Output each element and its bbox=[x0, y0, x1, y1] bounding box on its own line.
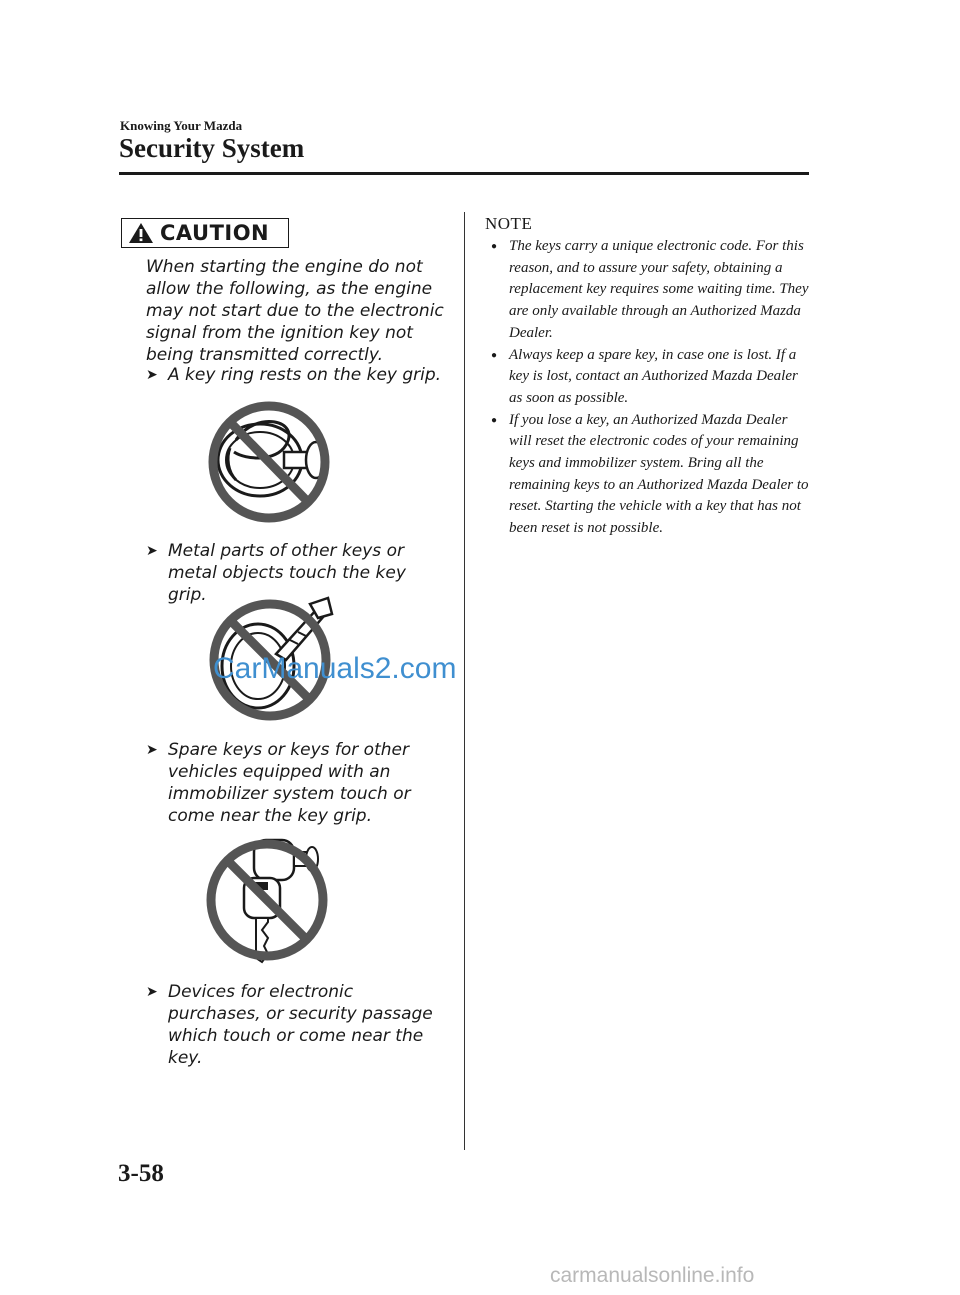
arrow-bullet-icon: ➤ bbox=[146, 367, 158, 383]
caution-box bbox=[121, 218, 289, 248]
caution-label: CAUTION bbox=[160, 221, 270, 245]
arrow-bullet-icon: ➤ bbox=[146, 742, 158, 758]
note-item bbox=[491, 236, 811, 345]
section-label: Knowing Your Mazda bbox=[120, 118, 243, 133]
caution-item bbox=[146, 739, 446, 827]
dot-bullet-icon: ● bbox=[491, 241, 498, 252]
arrow-bullet-icon: ➤ bbox=[146, 984, 158, 1000]
caution-item bbox=[146, 364, 446, 386]
warning-triangle-icon bbox=[128, 222, 154, 244]
caution-item-text: Spare keys or keys for other vehicles equipped with an immobilizer system touch or come near the key grip. bbox=[168, 740, 411, 826]
note-item bbox=[491, 345, 811, 410]
column-divider bbox=[464, 212, 465, 1150]
footer-watermark: carmanualsonline.info bbox=[550, 1264, 755, 1287]
note-heading: NOTE bbox=[485, 214, 533, 233]
title-rule bbox=[119, 172, 809, 175]
note-item-text: Always keep a spare key, in case one is lost. If a key is lost, contact an Authorized Mazda Dealer as soon as possible. bbox=[509, 346, 798, 406]
dot-bullet-icon: ● bbox=[491, 349, 498, 361]
note-item-text: If you lose a key, an Authorized Mazda Dealer will reset the electronic codes of your remaining keys and immobilizer system. Bring all the remaining keys to an Authorized Mazda Dealer to reset. Starting the vehicle with a key that has not been reset is not possible. bbox=[509, 411, 809, 537]
note-item bbox=[491, 410, 811, 540]
caution-intro: When starting the engine do not allow the following, as the engine may not start due to the electronic signal from the ignition key not being transmitted correctly. bbox=[146, 257, 444, 365]
dot-bullet-icon: ● bbox=[491, 414, 498, 426]
mid-watermark: CarManuals2.com bbox=[213, 652, 457, 685]
note-list bbox=[491, 236, 811, 540]
page-number: 3-58 bbox=[118, 1160, 164, 1187]
caution-item bbox=[146, 981, 446, 1069]
caution-item-text: Devices for electronic purchases, or security passage which touch or come near the key. bbox=[168, 982, 433, 1068]
caution-item-text: Metal parts of other keys or metal objects touch the key grip. bbox=[168, 541, 406, 605]
caution-item-text: A key ring rests on the key grip. bbox=[168, 365, 442, 385]
key-ring-prohibited-illustration bbox=[206, 400, 334, 525]
note-item-text: The keys carry a unique electronic code. For this reason, and to assure your safety, obtaining a replacement key requires some waiting time. They are only available through an Authorized Mazda Dealer. bbox=[509, 238, 809, 341]
arrow-bullet-icon: ➤ bbox=[146, 543, 158, 559]
page-title: Security System bbox=[119, 133, 305, 163]
spare-keys-prohibited-illustration bbox=[204, 834, 330, 964]
